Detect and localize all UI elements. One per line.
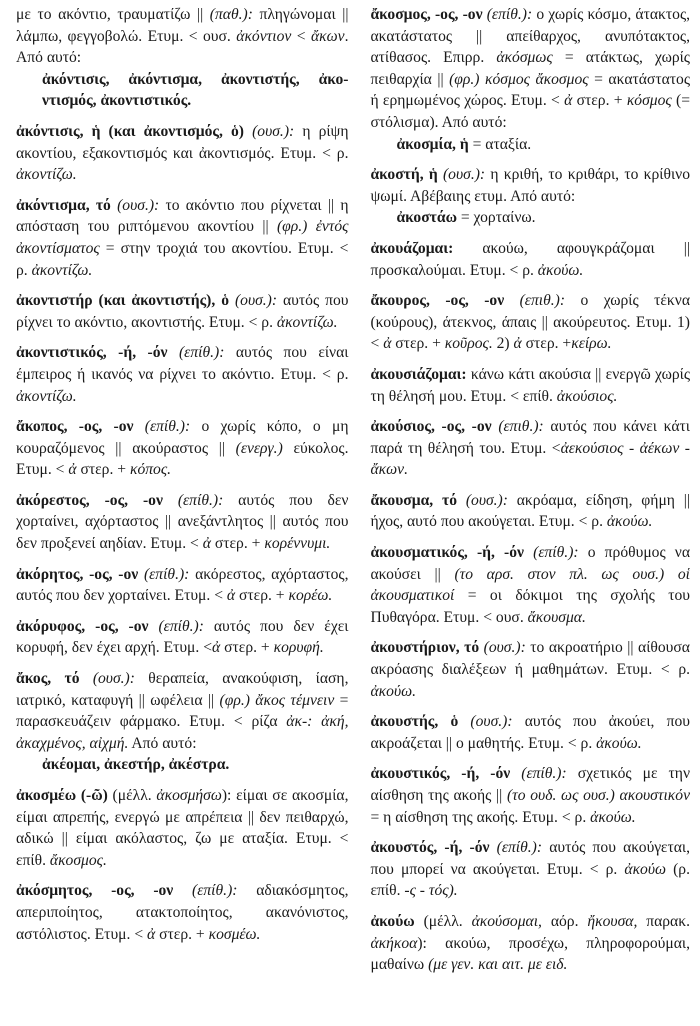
definition-text: < (291, 27, 311, 45)
italic-text: (επίθ.): (524, 544, 579, 562)
dictionary-entry-akosmeo (16, 785, 348, 871)
definition-text: πληγώνομαι || λάμπω, φεγγοβολώ. Ετυμ. < ουσ. (16, 6, 349, 45)
italic-text: ἀ (513, 335, 522, 353)
italic-text: (επίθ.): (510, 765, 567, 783)
italic-text: ἤκουσα, (587, 912, 638, 930)
entry-paragraph (370, 416, 690, 481)
definition-text: ο χωρίς τέκνα (κούρους), άτεκνος, άπαις || ακούρευτος. Ετυμ. 1) < (370, 292, 690, 353)
definition-text: στερ. + (76, 461, 130, 479)
entry-paragraph (16, 342, 348, 407)
dictionary-entry-akoustikos (370, 763, 690, 828)
definition-text: ακρόαμα, είδηση, φήμη || ήχος, αυτό που ακούγεται. Ετυμ. < ρ. (370, 491, 691, 531)
definition-text: = αταξία. (468, 135, 532, 153)
italic-text: (ουσ.): (479, 639, 526, 657)
italic-text: (επίθ.): (162, 491, 224, 509)
entry-paragraph (16, 195, 348, 281)
definition-text: αδιακόσμητος, απεριποίητος, ατακτοποίητος, ακανόνιστος, αστόλιστος. Ετυμ. < (16, 882, 349, 943)
italic-text: ἀκούσομαι, (471, 912, 542, 930)
definition-text: = παρασκευάζειν φάρμακο. Ετυμ. < ρίζα (16, 691, 349, 731)
entry-paragraph (370, 490, 690, 533)
italic-text: ἀκήκοα (370, 934, 418, 952)
italic-text: (το ουδ. ως ουσ.) ακουστικόν (506, 787, 690, 804)
dictionary-entry-akosti (370, 164, 690, 229)
dictionary-entry-akos (16, 668, 348, 776)
headword: ἀκούω (370, 912, 415, 930)
definition-text: η ρίψη ακοντίου, εξακοντισμός και ἀκοντισμός. Ετυμ. < ρ. (16, 122, 349, 162)
italic-text: (ουσ.): (457, 491, 508, 509)
headword: ἀκούσιος, -ος, -ον (370, 418, 492, 436)
italic-text: (φρ.) ἐντός ἀκοντίσματος (16, 218, 349, 257)
definition-text: αυτός που κάνει κάτι παρά τη θέλησή του. Ετυμ. < (370, 418, 691, 457)
italic-text: (επίθ.): (173, 882, 238, 900)
definition-text: η κριθή, το κριθάρι, το κρίθινο ψωμί. Αβέβαιης ετυμ. Από αυτό: (370, 166, 690, 205)
headword: ἀκόντισις, ἡ (και ἀκοντισμός, ὁ) (16, 122, 244, 140)
dictionary-entry-akontistir (16, 290, 348, 333)
entry-paragraph (370, 637, 690, 702)
italic-text: (με γεν. και αιτ. με ειδ. (428, 956, 568, 974)
italic-text: κορέω. (288, 587, 333, 605)
definition-text: στερ. + (521, 335, 572, 353)
derived-words (370, 134, 690, 156)
dictionary-entry-akoryfos (16, 616, 348, 659)
column-left (16, 4, 348, 1026)
definition-text: . Από αυτό: (16, 27, 349, 67)
italic-text: (επιθ.): (504, 292, 566, 310)
italic-text: κορυφή. (273, 639, 324, 657)
italic-text: (ενεργ.) (235, 439, 283, 457)
definition-text: (μέλλ. (414, 912, 472, 930)
headword: ἀκοστή, ἡ (370, 166, 438, 184)
definition-text: = ακατάστατος ή ερημωμένος χώρος. Ετυμ. < (370, 70, 691, 110)
headword: ἀκόντισμα, τό (16, 196, 111, 214)
definition-text: ο πρόθυμος να ακούσει || (370, 544, 691, 583)
dictionary-entry-akosmitos (16, 880, 348, 945)
definition-text: = οι δόκιμοι της σχολής του Πυθαγόρα. Ετυμ. < ουσ. (370, 587, 690, 626)
italic-text: (ουσ.): (229, 292, 278, 310)
dictionary-entry-akouros (370, 290, 690, 355)
italic-text: κορέννυμι. (264, 535, 331, 553)
headword: ἀκουστήριον, τό (370, 639, 480, 657)
italic-text: ἄκων (310, 27, 345, 45)
definition-text: το ακροατήριο || αίθουσα ακρόασης διαλέξεων ή μαθημάτων. Ετυμ. < ρ. (370, 639, 690, 679)
definition-text: με το ακόντιο, τραυματίζω || (16, 6, 210, 23)
definition-text: θεραπεία, ανακούφιση, ίαση, ιατρικό, καταφυγή || ωφέλεια || (16, 670, 349, 709)
entry-paragraph (370, 238, 690, 281)
italic-text: ἀκούω. (537, 261, 584, 279)
italic-text: ἄκουσμα. (527, 608, 586, 626)
definition-text: κάνω κάτι ακούσια || ενεργῶ χωρίς τη θέλησή μου. Ετυμ. < επίθ. (370, 365, 690, 405)
definition-text: στερ. + (572, 92, 627, 110)
definition-text: = η αίσθηση της ακοής. Ετυμ. < ρ. (370, 808, 591, 826)
italic-text: ἀκούσιος. (556, 387, 618, 405)
entry-paragraph (16, 785, 348, 871)
definition-text: ο χωρίς κόσμο, άτακτος, ακατάστατος || απείθαρχος, ανυπότακτος, ατίθασος. Επιρρ. (370, 6, 691, 67)
dictionary-entry-akopos (16, 416, 348, 481)
italic-text: (επιθ.): (491, 418, 544, 436)
italic-text: (παθ.): (209, 6, 253, 23)
italic-text: ἀκοντίζω. (16, 387, 77, 405)
entry-paragraph (370, 911, 690, 976)
italic-text: κόπος. (129, 461, 172, 479)
italic-text: (το αρσ. στον πλ. ως ουσ.) οἱ ἀκουσματικοί (370, 565, 690, 605)
definition-text: ακόρεστος, αχόρταστος, αυτός που δεν χορταίνει. Ετυμ. < (16, 565, 349, 605)
headword: ἀκουάζομαι: (370, 239, 454, 257)
italic-text: ἀ (68, 461, 77, 479)
italic-text: ἄκοσμος. (49, 851, 107, 869)
italic-text: (ουσ.): (437, 166, 486, 184)
entry-paragraph (16, 668, 348, 754)
definition-text: αυτός που δεν χορταίνει, αχόρταστος || ανεξάντλητος || αυτός που δεν προξενεί αηδίαν. Ετυμ. < (16, 491, 349, 553)
definition-text: (= στόλισμα). Από αυτό: (370, 92, 691, 131)
italic-text: (επίθ.): (138, 565, 190, 583)
dictionary-entry-akouazomai (370, 238, 690, 281)
definition-text: αυτός που δεν έχει κορυφή, δεν έχει αρχή. Ετυμ. < (16, 617, 349, 657)
definition-text: = στην τροχιά του ακοντίου. Ετυμ. < ρ. (16, 239, 349, 279)
definition-text: εύκολος. Ετυμ. < (16, 439, 349, 479)
italic-text: κοσμέω. (208, 925, 261, 943)
definition-text: αυτός που ἀκούει, που ακροάζεται || ο μαθητής. Ετυμ. < ρ. (370, 713, 690, 752)
italic-text: (ουσ.): (458, 713, 513, 731)
headword: ἀκοντιστήρ (και ἀκοντιστής), ὁ (16, 292, 230, 310)
italic-text: ἀκοντίζω. (276, 313, 338, 331)
definition-text: ο χωρίς κόπο, ο μη κουραζόμενος || ακούραστος || (16, 418, 349, 457)
definition-text: = χορταίνω. (456, 209, 536, 227)
italic-text: ἀ (212, 639, 221, 657)
italic-text: (επίθ.): (133, 418, 191, 436)
dictionary-entry-akoustis (370, 711, 690, 754)
italic-text: -ς - τός). (404, 882, 458, 900)
definition-text: σχετικός με την αίσθηση της ακοής || (370, 765, 690, 804)
definition-text: στερ. + (235, 587, 289, 605)
italic-text: ἀ (147, 925, 156, 943)
derived-words: ἀκόντισις, ἀκόντισμα, ἀκοντιστής, ἀκοντισμός, ἀκοντιστικός. (42, 70, 349, 110)
dictionary-entry-akouo (370, 911, 690, 976)
dictionary-entry-akontisis (16, 121, 348, 186)
definition-text: Από αυτό: (128, 734, 197, 752)
dictionary-entry-akousios (370, 416, 690, 481)
headword: ἀκουστικός, -ή, -όν (370, 765, 511, 783)
definition-text: 2) (492, 335, 514, 353)
italic-text: ἀ (226, 587, 236, 605)
italic-text: ἀ (202, 535, 211, 553)
headword: ἀκόρυφος, -ος, -ον (16, 617, 149, 635)
definition-text: ): είμαι σε ακοσμία, είμαι απρεπής, ενεργώ με απρέπεια || δεν πειθαρχώ, αδικώ || είμαι ακόλαστος, ζω με αταξία. Ετυμ. < επίθ. (16, 787, 349, 869)
headword: ἀκόσμητος, -ος, -ον (16, 882, 174, 900)
definition-text: στερ. + (391, 335, 445, 353)
dictionary-entry-akoustirion (370, 637, 690, 702)
entry-paragraph (370, 164, 690, 207)
italic-text: (επίθ.): (489, 839, 543, 857)
definition-text: το ακόντιο που ρίχνεται || η απόσταση του ριπτόμενου ακοντίου || (16, 196, 349, 236)
definition-text: αυτός που είναι έμπειρος ή ικανός να ρίχνει το ακόντιο. Ετυμ. < ρ. (16, 344, 349, 383)
definition-text: στερ. + (155, 925, 209, 943)
italic-text: (επίθ.): (482, 6, 533, 23)
definition-text: αυτός που ρίχνει το ακόντιο, ακοντιστής. Ετυμ. < ρ. (16, 292, 349, 331)
headword: ἄκοσμος, -ος, -ον (370, 6, 483, 23)
entry-paragraph (16, 4, 348, 69)
headword: ἀκουσιάζομαι: (370, 365, 467, 383)
italic-text: κείρω. (571, 335, 612, 353)
italic-text: ἀ (564, 92, 573, 110)
definition-text: = ατάκτως, χωρίς πειθαρχία || (370, 49, 690, 88)
italic-text: ἀκόντιον (236, 27, 292, 45)
italic-text: (φρ.) κόσμος ἄκοσμος (449, 70, 589, 88)
italic-text: ἀκοντίζω. (16, 166, 77, 184)
entry-paragraph (370, 763, 690, 828)
headword: ἀκοντιστικός, -ή, -όν (16, 344, 168, 362)
italic-text: κοῦρος. (444, 335, 493, 353)
entry-paragraph (370, 837, 690, 902)
headword: ἀκουστής, ὁ (370, 713, 459, 731)
headword: ἀκοσμέω (-ῶ) (16, 787, 108, 804)
dictionary-entry-akontisma (16, 195, 348, 281)
dictionary-entry-akosmos (370, 4, 690, 155)
dictionary-entry-continuation (16, 4, 348, 112)
definition-text: (μέλλ. (107, 787, 157, 804)
italic-text: (ουσ.): (110, 196, 160, 214)
italic-text: ἀκοντίζω. (31, 261, 93, 279)
entry-paragraph (370, 542, 690, 628)
dictionary-entry-akorestos (16, 490, 348, 555)
headword: ἄκουσμα, τό (370, 491, 458, 509)
definition-text: ακούω, αφουγκράζομαι || προσκαλούμαι. Ετυμ. < ρ. (370, 239, 690, 279)
italic-text: ἀκούω. (596, 734, 642, 752)
definition-text: στερ. + (210, 535, 265, 553)
italic-text: ἀκούω. (606, 513, 653, 531)
column-right (370, 4, 690, 1026)
entry-paragraph (370, 364, 690, 407)
italic-text: ἀκ-: ἀκή, ἀκαχμένος, αἰχμή. (16, 713, 349, 752)
definition-text: (ρ. επίθ. (370, 860, 690, 900)
entry-paragraph (16, 564, 348, 607)
entry-paragraph (16, 880, 348, 945)
italic-text: (ουσ.): (79, 670, 135, 688)
derived-words: ἀκέομαι, ἀκεστήρ, ἀκέστρα. (42, 756, 230, 774)
headword: ἀκόρητος, -ος, -ον (16, 565, 139, 583)
italic-text: ἀεκούσιος - ἀέκων - ἄκων. (370, 439, 690, 479)
headword: ἀκοσμία, ἡ (396, 135, 469, 153)
entry-paragraph (16, 416, 348, 481)
definition-text: παρακ. (637, 912, 690, 930)
dictionary-entry-akousiazomai (370, 364, 690, 407)
headword: ἄκοπος, -ος, -ον (16, 418, 134, 436)
definition-text: αόρ. (541, 912, 588, 930)
italic-text: ἀ (383, 335, 392, 353)
italic-text: κόσμος (626, 92, 672, 110)
dictionary-entry-akousmatikos (370, 542, 690, 628)
dictionary-entry-akoustos (370, 837, 690, 902)
italic-text: (επίθ.): (148, 617, 204, 635)
derived-words (370, 207, 690, 229)
entry-paragraph (370, 290, 690, 355)
entry-paragraph (370, 711, 690, 754)
italic-text: ἀκούω (624, 860, 667, 878)
italic-text: (φρ.) ἄκος τέμνειν (219, 691, 335, 709)
definition-text: αυτός που ακούγεται, που μπορεί να ακούγεται. Ετυμ. < ρ. (370, 839, 690, 878)
headword: ἄκουρος, -ος, -ον (370, 292, 505, 310)
italic-text: ἀκούω. (590, 808, 636, 826)
headword: ἀκουσματικός, -ή, -όν (370, 544, 525, 562)
headword: ἄκος, τό (16, 670, 80, 688)
entry-paragraph (370, 4, 690, 134)
headword: ἀκουστός, -ή, -όν (370, 839, 490, 857)
dictionary-entry-akousma (370, 490, 690, 533)
dictionary-entry-akoritos (16, 564, 348, 607)
headword: ἀκοστάω (396, 209, 457, 227)
italic-text: ἀκόσμως (496, 49, 553, 67)
italic-text: (ουσ.): (243, 122, 295, 140)
italic-text: ἀκοσμήσω (156, 787, 222, 804)
headword: ἀκόρεστος, -ος, -ον (16, 491, 163, 509)
definition-text: ): ακούω, προσέχω, πληροφορούμαι, μαθαίνω (370, 934, 690, 974)
entry-paragraph (16, 616, 348, 659)
dictionary-entry-akontistikos (16, 342, 348, 407)
definition-text: στερ. + (220, 639, 274, 657)
italic-text: (επίθ.): (167, 344, 225, 362)
italic-text: ἀκούω. (370, 682, 417, 700)
entry-paragraph (16, 121, 348, 186)
entry-paragraph (16, 490, 348, 555)
entry-paragraph (16, 290, 348, 333)
